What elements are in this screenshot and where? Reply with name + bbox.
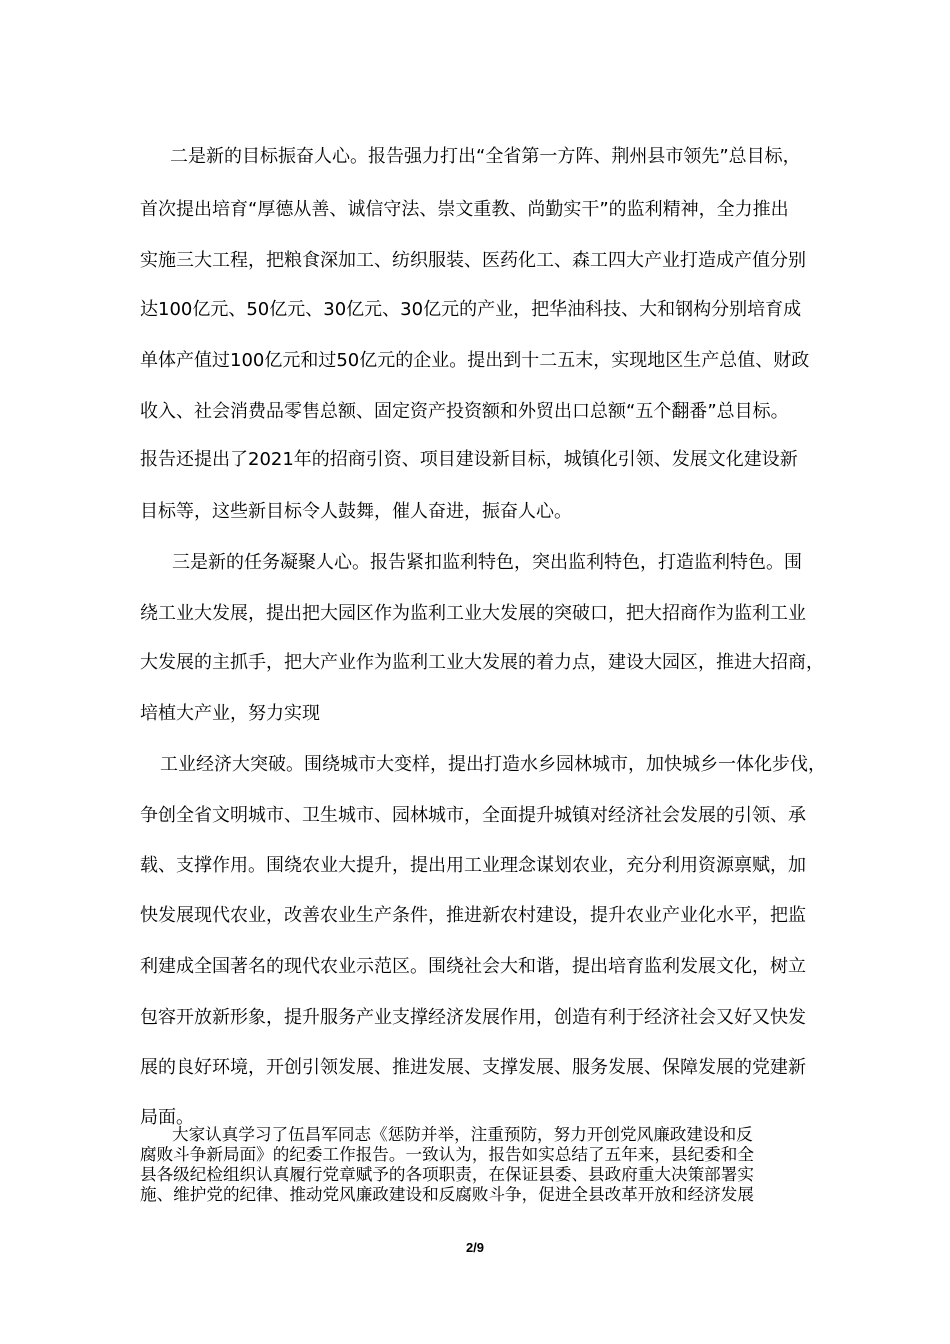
paragraph-line: 二是新的目标振奋人心。报告强力打出“全省第一方阵、荆州县市领先”总目标， <box>170 146 801 167</box>
paragraph-line: 绕工业大发展，提出把大园区作为监利工业大发展的突破口，把大招商作为监利工业 <box>140 603 806 624</box>
paragraph-line: 争创全省文明城市、卫生城市、园林城市，全面提升城镇对经济社会发展的引领、承 <box>140 805 806 826</box>
paragraph-line: 施、维护党的纪律、推动党风廉政建设和反腐败斗争，促进全县改革开放和经济发展 <box>140 1185 754 1204</box>
paragraph-line: 单体产值过100亿元和过50亿元的企业。提出到十二五末，实现地区生产总值、财政 <box>140 350 810 371</box>
paragraph-line: 工业经济大突破。围绕城市大变样，提出打造水乡园林城市，加快城乡一体化步伐， <box>160 754 826 775</box>
paragraph-line: 目标等，这些新目标令人鼓舞，催人奋进，振奋人心。 <box>140 501 572 522</box>
paragraph-line: 首次提出培育“厚德从善、诚信守法、崇文重教、尚勤实干”的监利精神，全力推出 <box>140 199 789 220</box>
paragraph-line: 包容开放新形象，提升服务产业支撑经济发展作用，创造有利于经济社会又好又快发 <box>140 1007 806 1028</box>
paragraph-line: 快发展现代农业，改善农业生产条件，推进新农村建设，提升农业产业化水平，把监 <box>140 905 806 926</box>
paragraph-line: 利建成全国著名的现代农业示范区。围绕社会大和谐，提出培育监利发展文化，树立 <box>140 956 806 977</box>
paragraph-line: 展的良好环境，开创引领发展、推进发展、支撑发展、服务发展、保障发展的党建新 <box>140 1057 806 1078</box>
paragraph-line: 三是新的任务凝聚人心。报告紧扣监利特色，突出监利特色，打造监利特色。围 <box>172 552 802 573</box>
paragraph-line: 报告还提出了2021年的招商引资、项目建设新目标，城镇化引领、发展文化建设新 <box>140 449 798 470</box>
page-number: 2/9 <box>465 1240 485 1255</box>
paragraph-line: 局面。 <box>140 1107 194 1128</box>
paragraph-line: 实施三大工程，把粮食深加工、纺织服装、医药化工、森工四大产业打造成产值分别 <box>140 250 806 271</box>
paragraph-block <box>140 1125 815 1205</box>
paragraph-line: 大家认真学习了伍昌军同志《惩防并举，注重预防，努力开创党风廉政建设和反 <box>172 1125 753 1144</box>
paragraph-line: 培植大产业，努力实现 <box>140 703 320 724</box>
paragraph-line: 腐败斗争新局面》的纪委工作报告。一致认为，报告如实总结了五年来，县纪委和全 <box>140 1145 754 1164</box>
paragraph-line: 载、支撑作用。围绕农业大提升，提出用工业理念谋划农业，充分利用资源禀赋，加 <box>140 855 806 876</box>
paragraph-line: 达100亿元、50亿元、30亿元、30亿元的产业，把华油科技、大和钢构分别培育成 <box>140 299 802 320</box>
paragraph-line: 收入、社会消费品零售总额、固定资产投资额和外贸出口总额“五个翻番”总目标。 <box>140 401 789 422</box>
paragraph-line: 大发展的主抓手，把大产业作为监利工业大发展的着力点，建设大园区，推进大招商， <box>140 652 824 673</box>
paragraph-line: 县各级纪检组织认真履行党章赋予的各项职责，在保证县委、县政府重大决策部署实 <box>140 1165 754 1184</box>
